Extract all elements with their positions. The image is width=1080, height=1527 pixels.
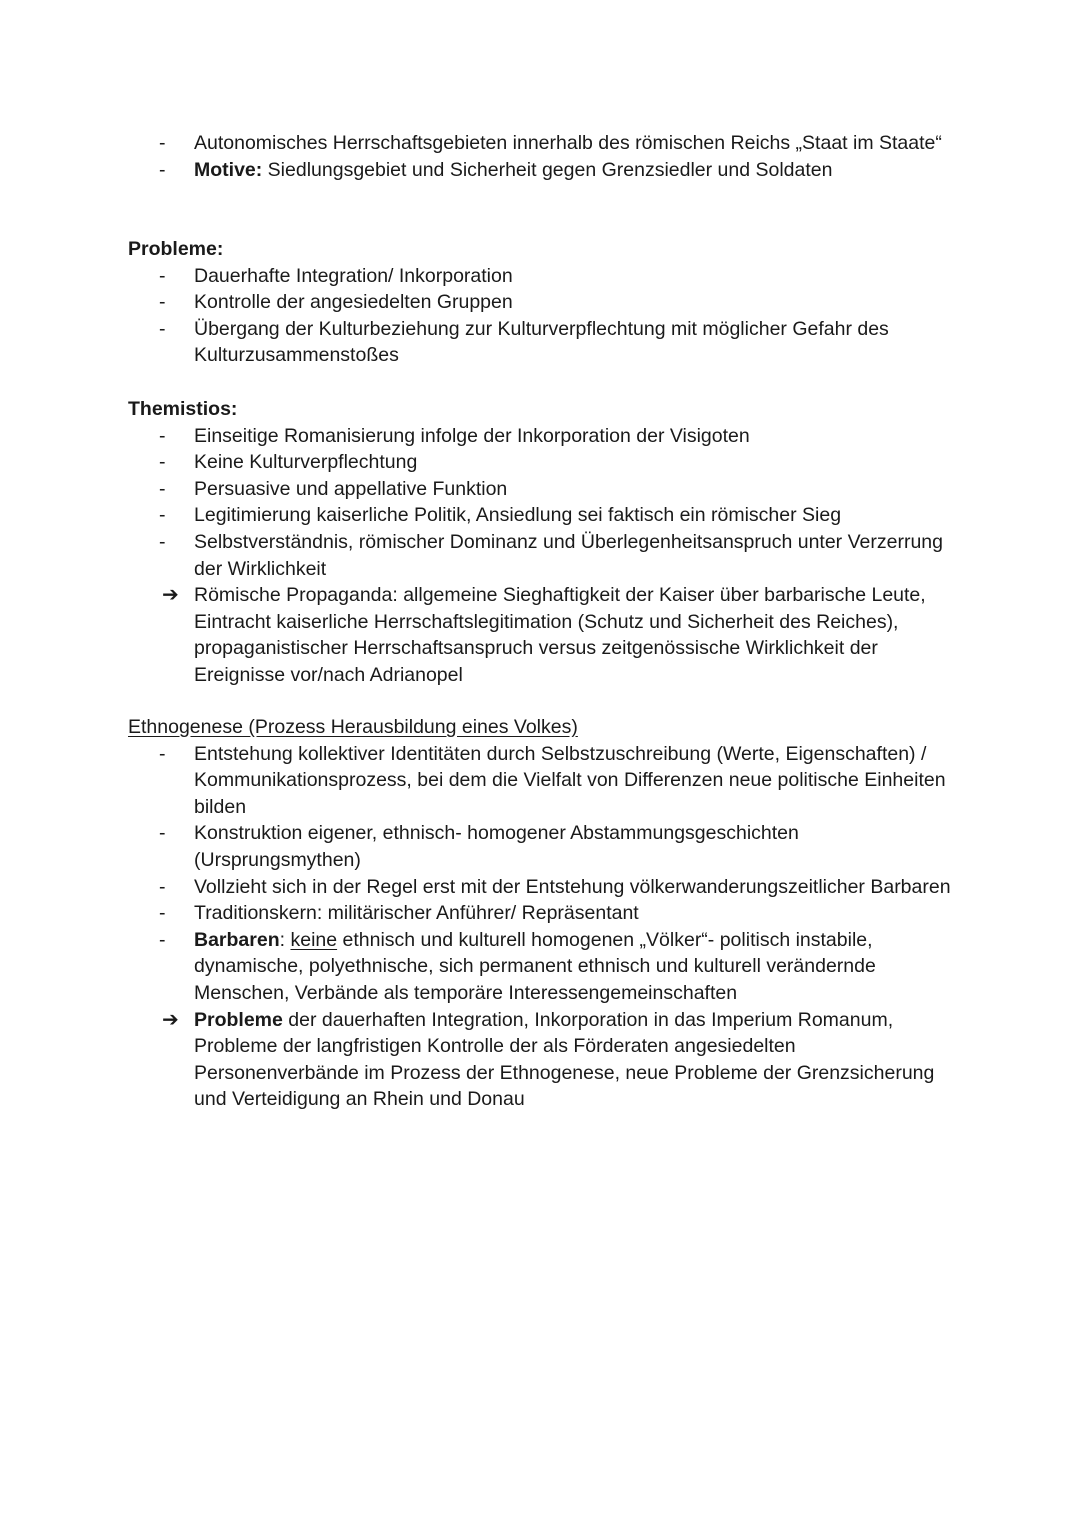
section-heading: Ethnogenese (Prozess Herausbildung eines Volkes): [128, 716, 578, 738]
list-item: [128, 263, 958, 290]
conclusion-text: Römische Propaganda: allgemeine Sieghaftigkeit der Kaiser über barbarische Leute, Eintracht kaiserliche Herrschaftslegitimation (Schutz und Sicherheit des Reiches), propaganistischer Herrschaftsanspruch versus zeitgenössische Wirklichkeit der Ereignisse vor/nach Adrianopel: [194, 584, 926, 686]
section-intro: [128, 130, 958, 183]
dash-bullet: -: [159, 158, 166, 181]
item-text: Autonomisches Herrschaftsgebieten innerhalb des römischen Reichs „Staat im Staate“: [194, 132, 942, 154]
dash-bullet: -: [159, 902, 166, 925]
item-text: Legitimierung kaiserliche Politik, Ansiedlung sei faktisch ein römischer Sieg: [194, 504, 842, 527]
item-text: ethnisch und kulturell homogenen „Völker“- politisch instabile, dynamische, polyethnische, sich permanent ethnisch und kulturell verändernde Menschen, Verbände als temporäre Interessengemeinschaften: [194, 928, 876, 1004]
item-text: Kontrolle der angesiedelten Gruppen: [194, 291, 513, 314]
section-heading: Themistios:: [128, 398, 238, 420]
dash-bullet: -: [159, 291, 166, 314]
list-item: [128, 927, 958, 1007]
item-text: Selbstverständnis, römischer Dominanz und Überlegenheitsanspruch unter Verzerrung der Wirklichkeit: [194, 530, 943, 580]
dash-bullet: -: [159, 530, 166, 553]
list-item: [128, 820, 958, 873]
underlined-word: keine: [290, 928, 338, 951]
section-heading: Probleme:: [128, 238, 224, 260]
probleme-list: [128, 263, 958, 369]
list-item: [128, 449, 958, 476]
dash-bullet: -: [159, 928, 166, 951]
conclusion-item: [128, 1007, 958, 1113]
item-text: Konstruktion eigener, ethnisch- homogener Abstammungsgeschichten (Ursprungsmythen): [194, 822, 799, 871]
item-text: Einseitige Romanisierung infolge der Inkorporation der Visigoten: [194, 424, 750, 447]
themistios-list: [128, 423, 958, 689]
item-text: Vollzieht sich in der Regel erst mit der Entstehung völkerwanderungszeitlicher Barbaren: [194, 875, 951, 898]
list-item: [128, 502, 958, 529]
item-text: Traditionskern: militärischer Anführer/ Repräsentant: [194, 902, 639, 925]
conclusion-text: der dauerhaften Integration, Inkorporation in das Imperium Romanum, Probleme der langfristigen Kontrolle der als Förderaten angesiedelten Personenverbände im Prozess der Ethnogenese, neue Probleme der Grenzsicherung und Verteidigung an Rhein und Donau: [194, 1008, 935, 1111]
section-probleme: [128, 236, 958, 369]
dash-bullet: -: [159, 264, 166, 287]
ethnogenese-list: [128, 741, 958, 1113]
arrow-icon: ➔: [162, 584, 179, 607]
list-item: [128, 130, 958, 157]
dash-bullet: -: [159, 504, 166, 527]
item-text: Übergang der Kulturbeziehung zur Kulturverpflechtung mit möglicher Gefahr des Kulturzusammenstoßes: [194, 317, 889, 367]
item-text: Keine Kulturverpflechtung: [194, 451, 418, 474]
item-bold-label: Barbaren: [194, 928, 280, 951]
list-item: [128, 423, 958, 450]
arrow-icon: ➔: [162, 1008, 179, 1031]
item-text: Entstehung kollektiver Identitäten durch Selbstzuschreibung (Werte, Eigenschaften) / Kommunikationsprozess, bei dem die Vielfalt von Differenzen neue politische Einheiten bilden: [194, 742, 946, 818]
item-text: Siedlungsgebiet und Sicherheit gegen Grenzsiedler und Soldaten: [262, 158, 833, 181]
item-text: Dauerhafte Integration/ Inkorporation: [194, 264, 513, 287]
list-item: [128, 529, 958, 582]
dash-bullet: -: [159, 822, 166, 845]
colon: :: [279, 928, 286, 951]
conclusion-item: [128, 582, 958, 688]
dash-bullet: -: [159, 875, 166, 898]
intro-list: [128, 130, 958, 183]
dash-bullet: -: [159, 424, 166, 447]
section-ethnogenese: [128, 714, 958, 1113]
item-text: Persuasive und appellative Funktion: [194, 477, 508, 500]
list-item: [128, 874, 958, 901]
item-bold-label: Motive:: [194, 158, 263, 181]
dash-bullet: -: [159, 477, 166, 500]
list-item: [128, 289, 958, 316]
list-item: [128, 476, 958, 503]
dash-bullet: -: [159, 742, 166, 765]
section-themistios: [128, 396, 958, 689]
list-item: [128, 157, 958, 184]
list-item: [128, 741, 958, 821]
list-item: [128, 316, 958, 369]
conclusion-bold: Probleme: [194, 1008, 283, 1031]
dash-bullet: -: [159, 451, 166, 474]
dash-bullet: -: [159, 317, 166, 340]
dash-bullet: -: [159, 132, 166, 154]
list-item: [128, 900, 958, 927]
